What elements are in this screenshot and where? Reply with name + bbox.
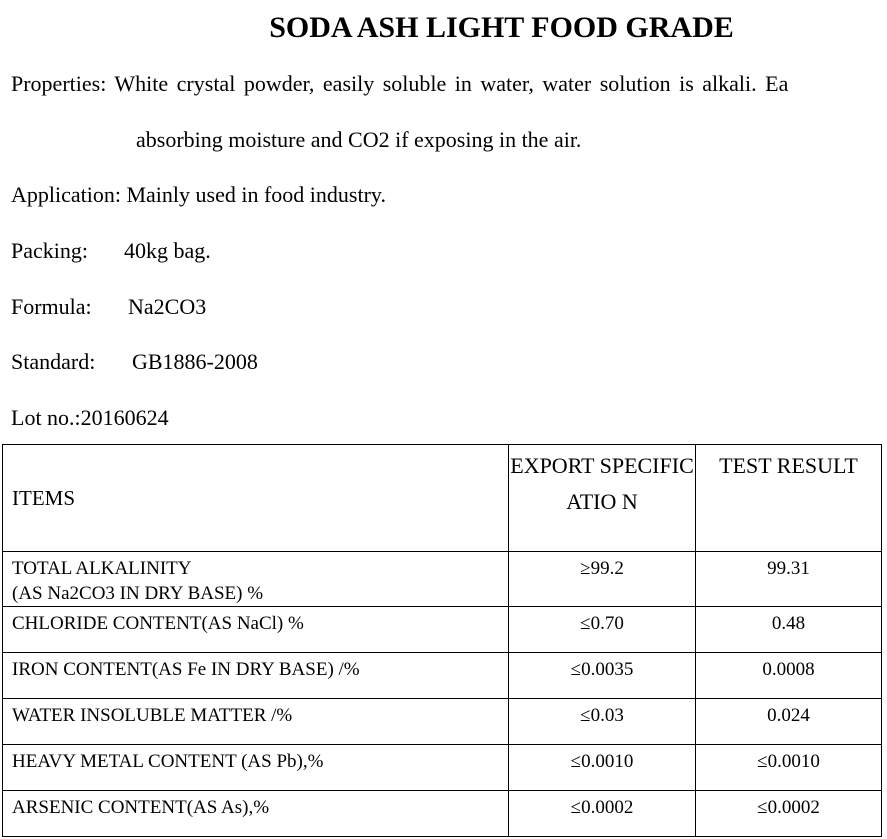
standard-value: GB1886-2008 [132, 349, 258, 374]
application-line: Application: Mainly used in food industry. [11, 182, 386, 207]
item-cell: CHLORIDE CONTENT(AS NaCl) % [3, 607, 509, 653]
result-cell: 0.0008 [696, 653, 882, 699]
packing-line [11, 237, 211, 265]
formula-value: Na2CO3 [128, 294, 207, 319]
spec-cell: ≤0.70 [509, 607, 696, 653]
item-cell: ARSENIC CONTENT(AS As),% [3, 791, 509, 837]
spec-cell: ≤0.0010 [509, 745, 696, 791]
table-header-row [3, 445, 882, 552]
item-name: TOTAL ALKALINITY [12, 558, 192, 579]
spec-cell: ≤0.0035 [509, 653, 696, 699]
header-export-specification: EXPORT SPECIFICATIO N [509, 445, 696, 552]
result-cell: 99.31 [696, 552, 882, 607]
header-items: ITEMS [3, 445, 509, 552]
result-cell: ≤0.0010 [696, 745, 882, 791]
formula-line [11, 293, 206, 321]
document-title: SODA ASH LIGHT FOOD GRADE [269, 11, 734, 44]
header-test-result: TEST RESULT [696, 445, 882, 552]
table-row [3, 699, 882, 745]
table-row [3, 552, 882, 607]
standard-line [11, 348, 258, 376]
properties-line-2: absorbing moisture and CO2 if exposing in the air. [136, 127, 582, 152]
result-cell: 0.48 [696, 607, 882, 653]
formula-label: Formula: [11, 294, 92, 319]
result-cell: ≤0.0002 [696, 791, 882, 837]
packing-label: Packing: [11, 238, 88, 263]
packing-value: 40kg bag. [124, 238, 211, 263]
table-row [3, 607, 882, 653]
item-cell [3, 552, 509, 607]
table-row [3, 745, 882, 791]
spec-cell: ≤0.0002 [509, 791, 696, 837]
lot-number: Lot no.:20160624 [11, 405, 169, 430]
item-cell: WATER INSOLUBLE MATTER /% [3, 699, 509, 745]
standard-label: Standard: [11, 349, 96, 374]
result-cell: 0.024 [696, 699, 882, 745]
spec-cell: ≤0.03 [509, 699, 696, 745]
item-name-sub: (AS Na2CO3 IN DRY BASE) % [12, 583, 264, 604]
item-cell: IRON CONTENT(AS Fe IN DRY BASE) /% [3, 653, 509, 699]
spec-cell: ≥99.2 [509, 552, 696, 607]
item-cell: HEAVY METAL CONTENT (AS Pb),% [3, 745, 509, 791]
table-row [3, 791, 882, 837]
table-row [3, 653, 882, 699]
specification-table [2, 444, 882, 837]
properties-line-1: Properties: White crystal powder, easily soluble in water, water solution is alkali. Ea [11, 71, 789, 96]
